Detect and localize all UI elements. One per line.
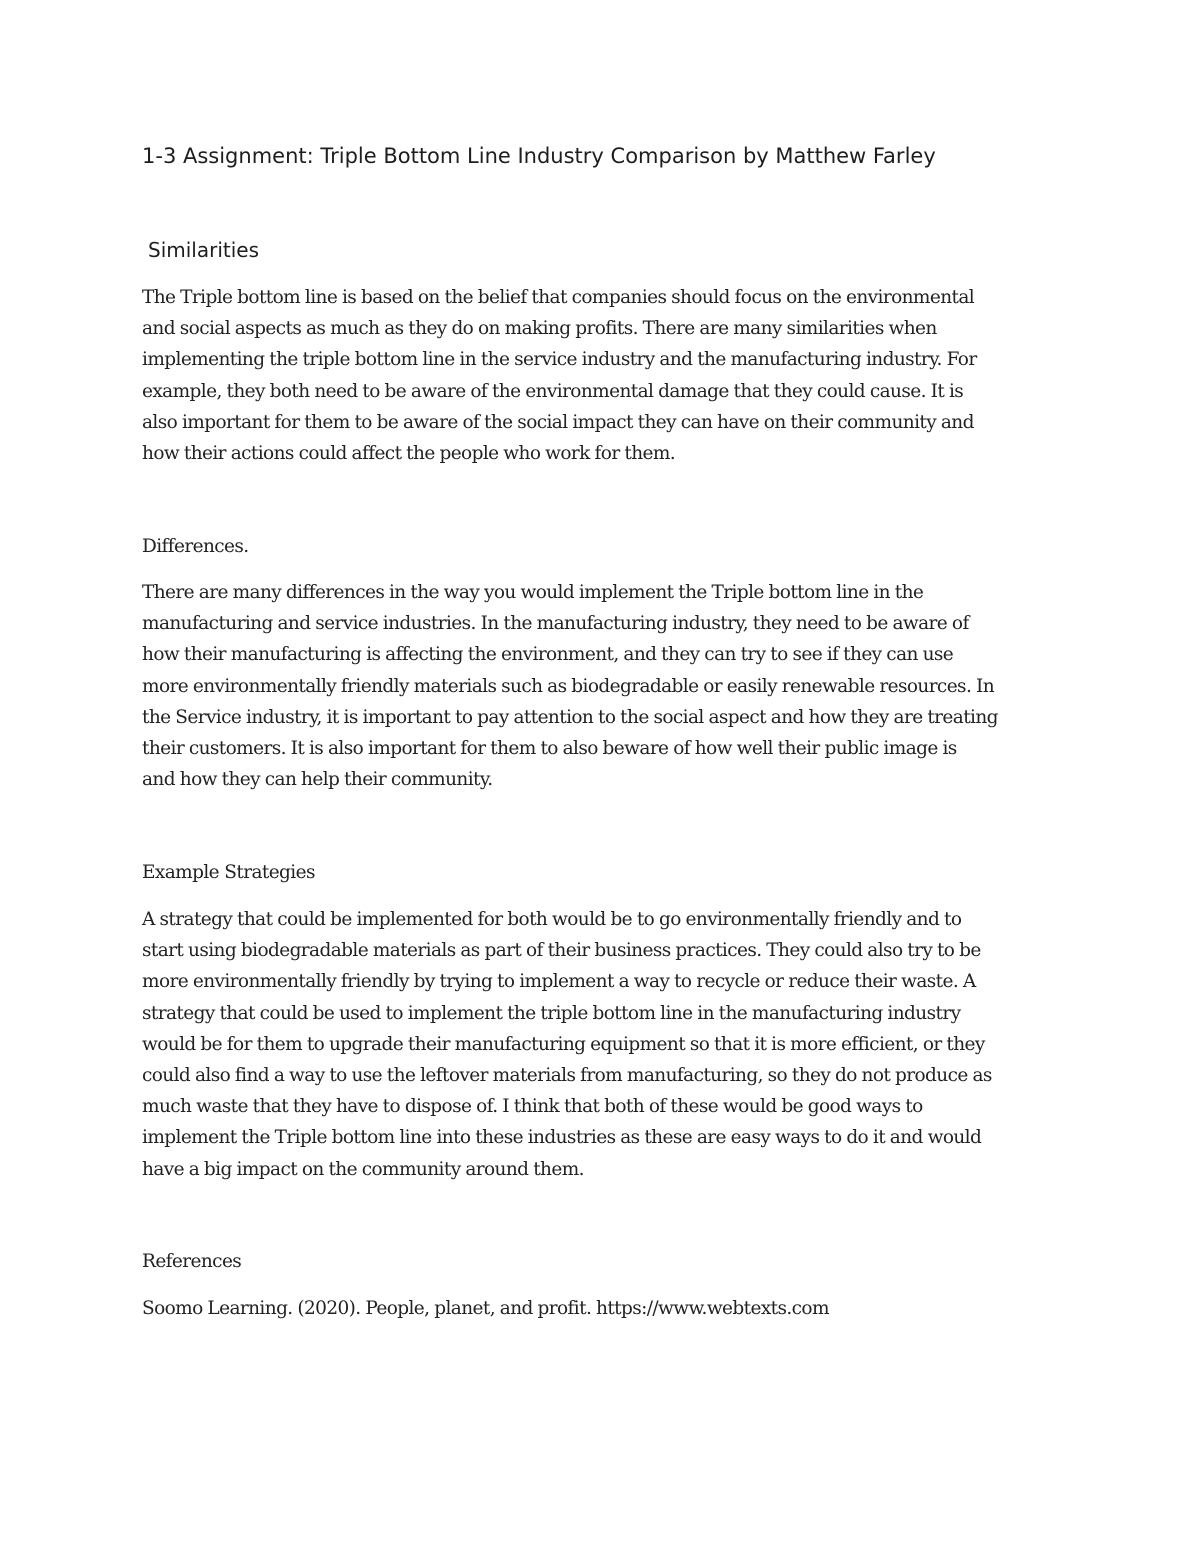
paragraph-line: strategy that could be used to implement the triple bottom line in the manufacturing industry bbox=[142, 1002, 961, 1024]
paragraph-line: have a big impact on the community around them. bbox=[142, 1158, 584, 1180]
paragraph-line: the Service industry, it is important to pay attention to the social aspect and how they are treating bbox=[142, 706, 998, 728]
paragraph-similarities bbox=[142, 282, 1072, 469]
paragraph-line: also important for them to be aware of the social impact they can have on their community and bbox=[142, 411, 974, 433]
paragraph-line: could also find a way to use the leftover materials from manufacturing, so they do not produce as bbox=[142, 1065, 992, 1087]
paragraph-line: how their manufacturing is affecting the environment, and they can try to see if they can use bbox=[142, 644, 954, 666]
paragraph-line: implementing the triple bottom line in the service industry and the manufacturing industry. For bbox=[142, 349, 977, 371]
paragraph-line: more environmentally friendly by trying to implement a way to recycle or reduce their waste. A bbox=[142, 971, 976, 993]
paragraph-line: start using biodegradable materials as part of their business practices. They could also try to be bbox=[142, 940, 981, 962]
paragraph-line: example, they both need to be aware of the environmental damage that they could cause. It is bbox=[142, 380, 964, 402]
paragraph-line: more environmentally friendly materials such as biodegradable or easily renewable resources. In bbox=[142, 675, 995, 697]
reference-line: Soomo Learning. (2020). People, planet, and profit. https://www.webtexts.com bbox=[142, 1298, 829, 1319]
paragraph-line: There are many differences in the way you would implement the Triple bottom line in the bbox=[142, 582, 924, 603]
paragraph-line: The Triple bottom line is based on the belief that companies should focus on the environmental bbox=[142, 287, 975, 308]
heading-similarities: Similarities bbox=[148, 238, 260, 262]
document-title: 1-3 Assignment: Triple Bottom Line Industry Comparison by Matthew Farley bbox=[142, 144, 936, 168]
paragraph-line: much waste that they have to dispose of. I think that both of these would be good ways to bbox=[142, 1096, 923, 1118]
paragraph-line: how their actions could affect the people who work for them. bbox=[142, 443, 676, 465]
paragraph-differences bbox=[142, 577, 1072, 795]
paragraph-line: would be for them to upgrade their manufacturing equipment so that it is more efficient, or they bbox=[142, 1033, 985, 1055]
heading-example-strategies: Example Strategies bbox=[142, 862, 315, 883]
paragraph-line: A strategy that could be implemented for both would be to go environmentally friendly and to bbox=[142, 909, 962, 930]
paragraph-line: manufacturing and service industries. In the manufacturing industry, they need to be aware of bbox=[142, 613, 969, 635]
paragraph-line: their customers. It is also important for them to also beware of how well their public image is bbox=[142, 738, 957, 760]
heading-references: References bbox=[142, 1251, 242, 1272]
paragraph-example-strategies bbox=[142, 904, 1072, 1185]
reference-entry bbox=[142, 1293, 1072, 1324]
paragraph-line: implement the Triple bottom line into these industries as these are easy ways to do it and would bbox=[142, 1127, 982, 1149]
heading-differences: Differences. bbox=[142, 536, 249, 557]
paragraph-line: and how they can help their community. bbox=[142, 769, 493, 791]
paragraph-line: and social aspects as much as they do on making profits. There are many similarities when bbox=[142, 318, 937, 340]
